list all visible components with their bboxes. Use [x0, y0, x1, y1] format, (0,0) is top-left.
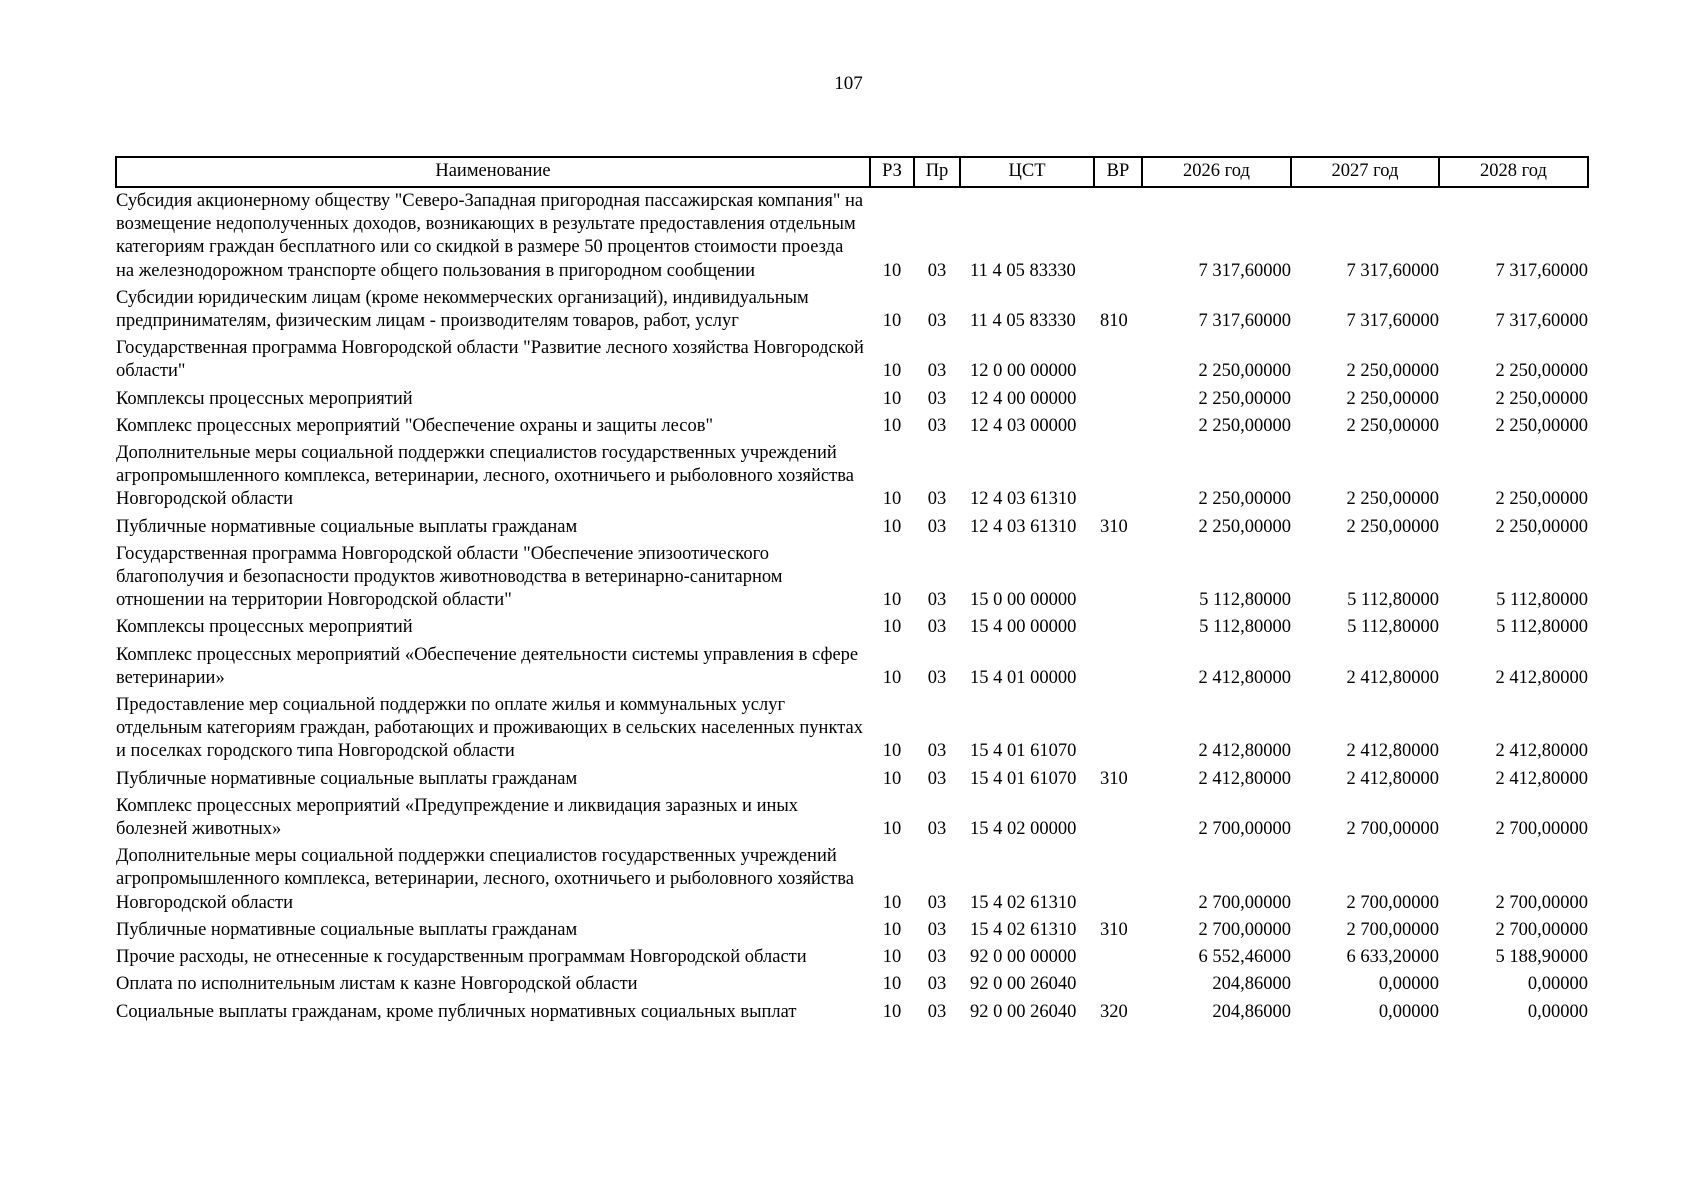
row-name: Оплата по исполнительным листам к казне Новгородской области [116, 974, 638, 995]
table-row [116, 442, 1588, 516]
row-pr: 03 [927, 819, 947, 840]
row-name: Комплекс процессных мероприятий «Предупреждение и ликвидация заразных и иных болезней животных» [116, 795, 799, 840]
row-name: Комплекс процессных мероприятий «Обеспечение деятельности системы управления в сфере ветеринарии» [116, 644, 859, 688]
row-value-2026: 7 317,60000 [1198, 260, 1291, 281]
row-rz: 10 [882, 741, 902, 762]
row-vr [1094, 187, 1142, 287]
row-vr [1094, 845, 1142, 919]
row-vr: 310 [1100, 768, 1128, 789]
table-row [116, 919, 1588, 946]
row-value-2028: 2 700,00000 [1495, 919, 1588, 940]
row-rz: 10 [882, 947, 902, 968]
row-value-2026: 2 250,00000 [1198, 361, 1291, 382]
row-value-2028: 2 412,80000 [1495, 768, 1588, 789]
row-cst: 15 0 00 00000 [970, 590, 1077, 611]
row-pr: 03 [927, 415, 947, 436]
row-rz: 10 [882, 919, 902, 940]
row-cst: 12 4 03 61310 [970, 489, 1077, 510]
row-cst: 15 4 00 00000 [970, 617, 1077, 638]
row-value-2027: 6 633,20000 [1346, 947, 1439, 968]
row-vr [1094, 442, 1142, 516]
row-cst: 12 4 00 00000 [970, 388, 1077, 409]
row-name: Дополнительные меры социальной поддержки специалистов государственных учреждений агропромышленного комплекса, ветеринарии, лесного, охотничьего и рыболовного хозяйства Новгородской области [116, 846, 854, 913]
row-vr [1094, 616, 1142, 643]
column-header-cst: ЦСТ [960, 157, 1094, 187]
row-value-2027: 7 317,60000 [1346, 311, 1439, 332]
row-value-2028: 2 412,80000 [1495, 667, 1588, 688]
row-name: Субсидия акционерному обществу "Северо-Западная пригородная пассажирская компания" на возмещение недополученных доходов, возникающих в результате предоставления отдельным категориям граждан бесплатного или со скидкой в размере 50 процентов стоимости проезда на железнодорожном транспорте общего пользования в пригородном сообщении [116, 191, 864, 281]
table-row [116, 388, 1588, 415]
row-pr: 03 [927, 974, 947, 995]
row-name: Прочие расходы, не отнесенные к государственным программам Новгородской области [116, 947, 807, 968]
row-name: Социальные выплаты гражданам, кроме публичных нормативных социальных выплат [116, 1001, 797, 1022]
row-name: Публичные нормативные социальные выплаты гражданам [116, 516, 578, 537]
table-row [116, 337, 1588, 387]
row-value-2027: 2 412,80000 [1346, 768, 1439, 789]
row-value-2028: 5 188,90000 [1495, 947, 1588, 968]
row-value-2026: 204,86000 [1212, 1001, 1291, 1022]
row-cst: 92 0 00 26040 [970, 1001, 1077, 1022]
row-cst: 11 4 05 83330 [970, 260, 1076, 281]
row-value-2026: 2 250,00000 [1198, 489, 1291, 510]
row-cst: 15 4 01 61070 [970, 768, 1077, 789]
row-rz: 10 [882, 768, 902, 789]
row-name: Государственная программа Новгородской области "Обеспечение эпизоотического благополучия и безопасности продуктов животноводства в ветеринарно-санитарном отношении на территории Новгородской области" [116, 543, 783, 611]
row-value-2028: 2 250,00000 [1495, 388, 1588, 409]
row-value-2027: 2 250,00000 [1346, 516, 1439, 537]
row-name: Предоставление мер социальной поддержки по оплате жилья и коммунальных услуг отдельным категориям граждан, работающих и проживающих в сельских населенных пунктах и поселках городского типа Новгородской области [116, 695, 863, 762]
row-cst: 92 0 00 26040 [970, 974, 1077, 995]
row-vr: 320 [1100, 1001, 1128, 1022]
row-value-2026: 2 250,00000 [1198, 516, 1291, 537]
row-name: Государственная программа Новгородской области "Развитие лесного хозяйства Новгородской области" [116, 338, 864, 382]
row-value-2027: 5 112,80000 [1347, 590, 1439, 611]
row-cst: 92 0 00 00000 [970, 947, 1077, 968]
page-number: 107 [834, 73, 863, 94]
row-value-2028: 2 700,00000 [1495, 892, 1588, 913]
column-header-2026: 2026 год [1142, 157, 1291, 187]
column-header-rz: РЗ [870, 157, 914, 187]
row-pr: 03 [927, 311, 947, 332]
row-pr: 03 [927, 919, 947, 940]
row-pr: 03 [927, 768, 947, 789]
table-row [116, 516, 1588, 543]
row-pr: 03 [927, 260, 947, 281]
row-name: Комплексы процессных мероприятий [116, 388, 413, 409]
row-pr: 03 [927, 361, 947, 382]
row-pr: 03 [927, 617, 947, 638]
row-rz: 10 [882, 590, 902, 611]
row-value-2028: 0,00000 [1527, 1001, 1588, 1022]
row-pr: 03 [927, 947, 947, 968]
row-cst: 15 4 02 61310 [970, 919, 1077, 940]
table-row [116, 768, 1588, 795]
row-cst: 12 4 03 61310 [970, 516, 1077, 537]
row-value-2027: 2 250,00000 [1346, 415, 1439, 436]
row-rz: 10 [882, 892, 902, 913]
row-value-2028: 5 112,80000 [1496, 590, 1588, 611]
row-value-2026: 2 250,00000 [1198, 388, 1291, 409]
row-value-2028: 2 700,00000 [1495, 819, 1588, 840]
row-rz: 10 [882, 388, 902, 409]
column-header-2027: 2027 год [1291, 157, 1439, 187]
row-rz: 10 [882, 361, 902, 382]
row-vr: 810 [1100, 311, 1128, 332]
table-row [116, 543, 1588, 617]
row-vr [1094, 388, 1142, 415]
row-value-2028: 2 250,00000 [1495, 361, 1588, 382]
row-value-2027: 2 700,00000 [1346, 892, 1439, 913]
row-name: Комплекс процессных мероприятий "Обеспечение охраны и защиты лесов" [116, 415, 714, 436]
row-rz: 10 [882, 415, 902, 436]
row-rz: 10 [882, 819, 902, 840]
table-row [116, 187, 1588, 287]
row-rz: 10 [882, 516, 902, 537]
column-header-2028: 2028 год [1439, 157, 1588, 187]
row-value-2026: 5 112,80000 [1199, 617, 1291, 638]
row-rz: 10 [882, 667, 902, 688]
row-value-2026: 204,86000 [1212, 974, 1291, 995]
row-name: Комплексы процессных мероприятий [116, 617, 413, 638]
row-name: Публичные нормативные социальные выплаты гражданам [116, 919, 578, 940]
row-vr [1094, 795, 1142, 845]
row-value-2028: 2 412,80000 [1495, 741, 1588, 762]
row-pr: 03 [927, 489, 947, 510]
row-value-2027: 2 700,00000 [1346, 919, 1439, 940]
row-value-2026: 6 552,46000 [1198, 947, 1291, 968]
header-row [116, 157, 1588, 187]
row-value-2026: 7 317,60000 [1198, 311, 1291, 332]
row-value-2026: 2 700,00000 [1198, 892, 1291, 913]
table-body [116, 187, 1588, 1028]
row-value-2026: 2 250,00000 [1198, 415, 1291, 436]
row-value-2026: 2 412,80000 [1198, 768, 1291, 789]
row-vr [1094, 644, 1142, 694]
column-header-name: Наименование [116, 157, 870, 187]
table-header [116, 157, 1588, 187]
table-row [116, 287, 1588, 337]
table-row [116, 1001, 1588, 1028]
table-row [116, 973, 1588, 1000]
budget-table [115, 156, 1589, 1028]
row-name: Субсидии юридическим лицам (кроме некоммерческих организаций), индивидуальным предпринимателям, физическим лицам - производителям товаров, работ, услуг [116, 287, 809, 332]
row-rz: 10 [882, 1001, 902, 1022]
row-name: Дополнительные меры социальной поддержки специалистов государственных учреждений агропромышленного комплекса, ветеринарии, лесного, охотничьего и рыболовного хозяйства Новгородской области [116, 443, 854, 510]
row-value-2026: 2 412,80000 [1198, 741, 1291, 762]
row-value-2027: 2 250,00000 [1346, 361, 1439, 382]
row-value-2028: 2 250,00000 [1495, 489, 1588, 510]
table-row [116, 795, 1588, 845]
row-value-2026: 2 412,80000 [1198, 667, 1291, 688]
row-vr [1094, 694, 1142, 768]
row-pr: 03 [927, 1001, 947, 1022]
row-vr: 310 [1100, 516, 1128, 537]
row-value-2027: 5 112,80000 [1347, 617, 1439, 638]
row-rz: 10 [882, 617, 902, 638]
row-cst: 15 4 02 61310 [970, 892, 1077, 913]
row-rz: 10 [882, 974, 902, 995]
row-pr: 03 [927, 667, 947, 688]
row-cst: 15 4 01 61070 [970, 741, 1077, 762]
row-cst: 11 4 05 83330 [970, 311, 1076, 332]
row-value-2028: 7 317,60000 [1495, 311, 1588, 332]
row-vr [1094, 973, 1142, 1000]
row-value-2028: 2 250,00000 [1495, 415, 1588, 436]
row-value-2027: 7 317,60000 [1346, 260, 1439, 281]
row-value-2028: 0,00000 [1527, 974, 1588, 995]
row-value-2027: 2 700,00000 [1346, 819, 1439, 840]
table-row [116, 845, 1588, 919]
row-value-2027: 2 412,80000 [1346, 667, 1439, 688]
row-pr: 03 [927, 388, 947, 409]
table-row [116, 616, 1588, 643]
row-pr: 03 [927, 741, 947, 762]
row-value-2028: 5 112,80000 [1496, 617, 1588, 638]
row-value-2027: 0,00000 [1378, 1001, 1439, 1022]
row-pr: 03 [927, 892, 947, 913]
row-cst: 15 4 02 00000 [970, 819, 1077, 840]
row-value-2026: 2 700,00000 [1198, 919, 1291, 940]
column-header-pr: Пр [914, 157, 960, 187]
row-vr [1094, 337, 1142, 387]
table-row [116, 415, 1588, 442]
row-rz: 10 [882, 260, 902, 281]
row-cst: 15 4 01 00000 [970, 667, 1077, 688]
row-pr: 03 [927, 516, 947, 537]
row-cst: 12 0 00 00000 [970, 361, 1077, 382]
row-vr [1094, 543, 1142, 617]
row-pr: 03 [927, 590, 947, 611]
table-row [116, 946, 1588, 973]
row-vr [1094, 415, 1142, 442]
row-value-2027: 2 412,80000 [1346, 741, 1439, 762]
row-name: Публичные нормативные социальные выплаты гражданам [116, 768, 578, 789]
row-value-2026: 5 112,80000 [1199, 590, 1291, 611]
row-vr [1094, 946, 1142, 973]
row-value-2027: 2 250,00000 [1346, 489, 1439, 510]
column-header-vr: ВР [1094, 157, 1142, 187]
row-value-2027: 0,00000 [1378, 974, 1439, 995]
table-row [116, 644, 1588, 694]
row-value-2027: 2 250,00000 [1346, 388, 1439, 409]
row-value-2028: 7 317,60000 [1495, 260, 1588, 281]
row-rz: 10 [882, 311, 902, 332]
row-cst: 12 4 03 00000 [970, 415, 1077, 436]
row-rz: 10 [882, 489, 902, 510]
row-vr: 310 [1100, 919, 1128, 940]
table-row [116, 694, 1588, 768]
row-value-2026: 2 700,00000 [1198, 819, 1291, 840]
row-value-2028: 2 250,00000 [1495, 516, 1588, 537]
